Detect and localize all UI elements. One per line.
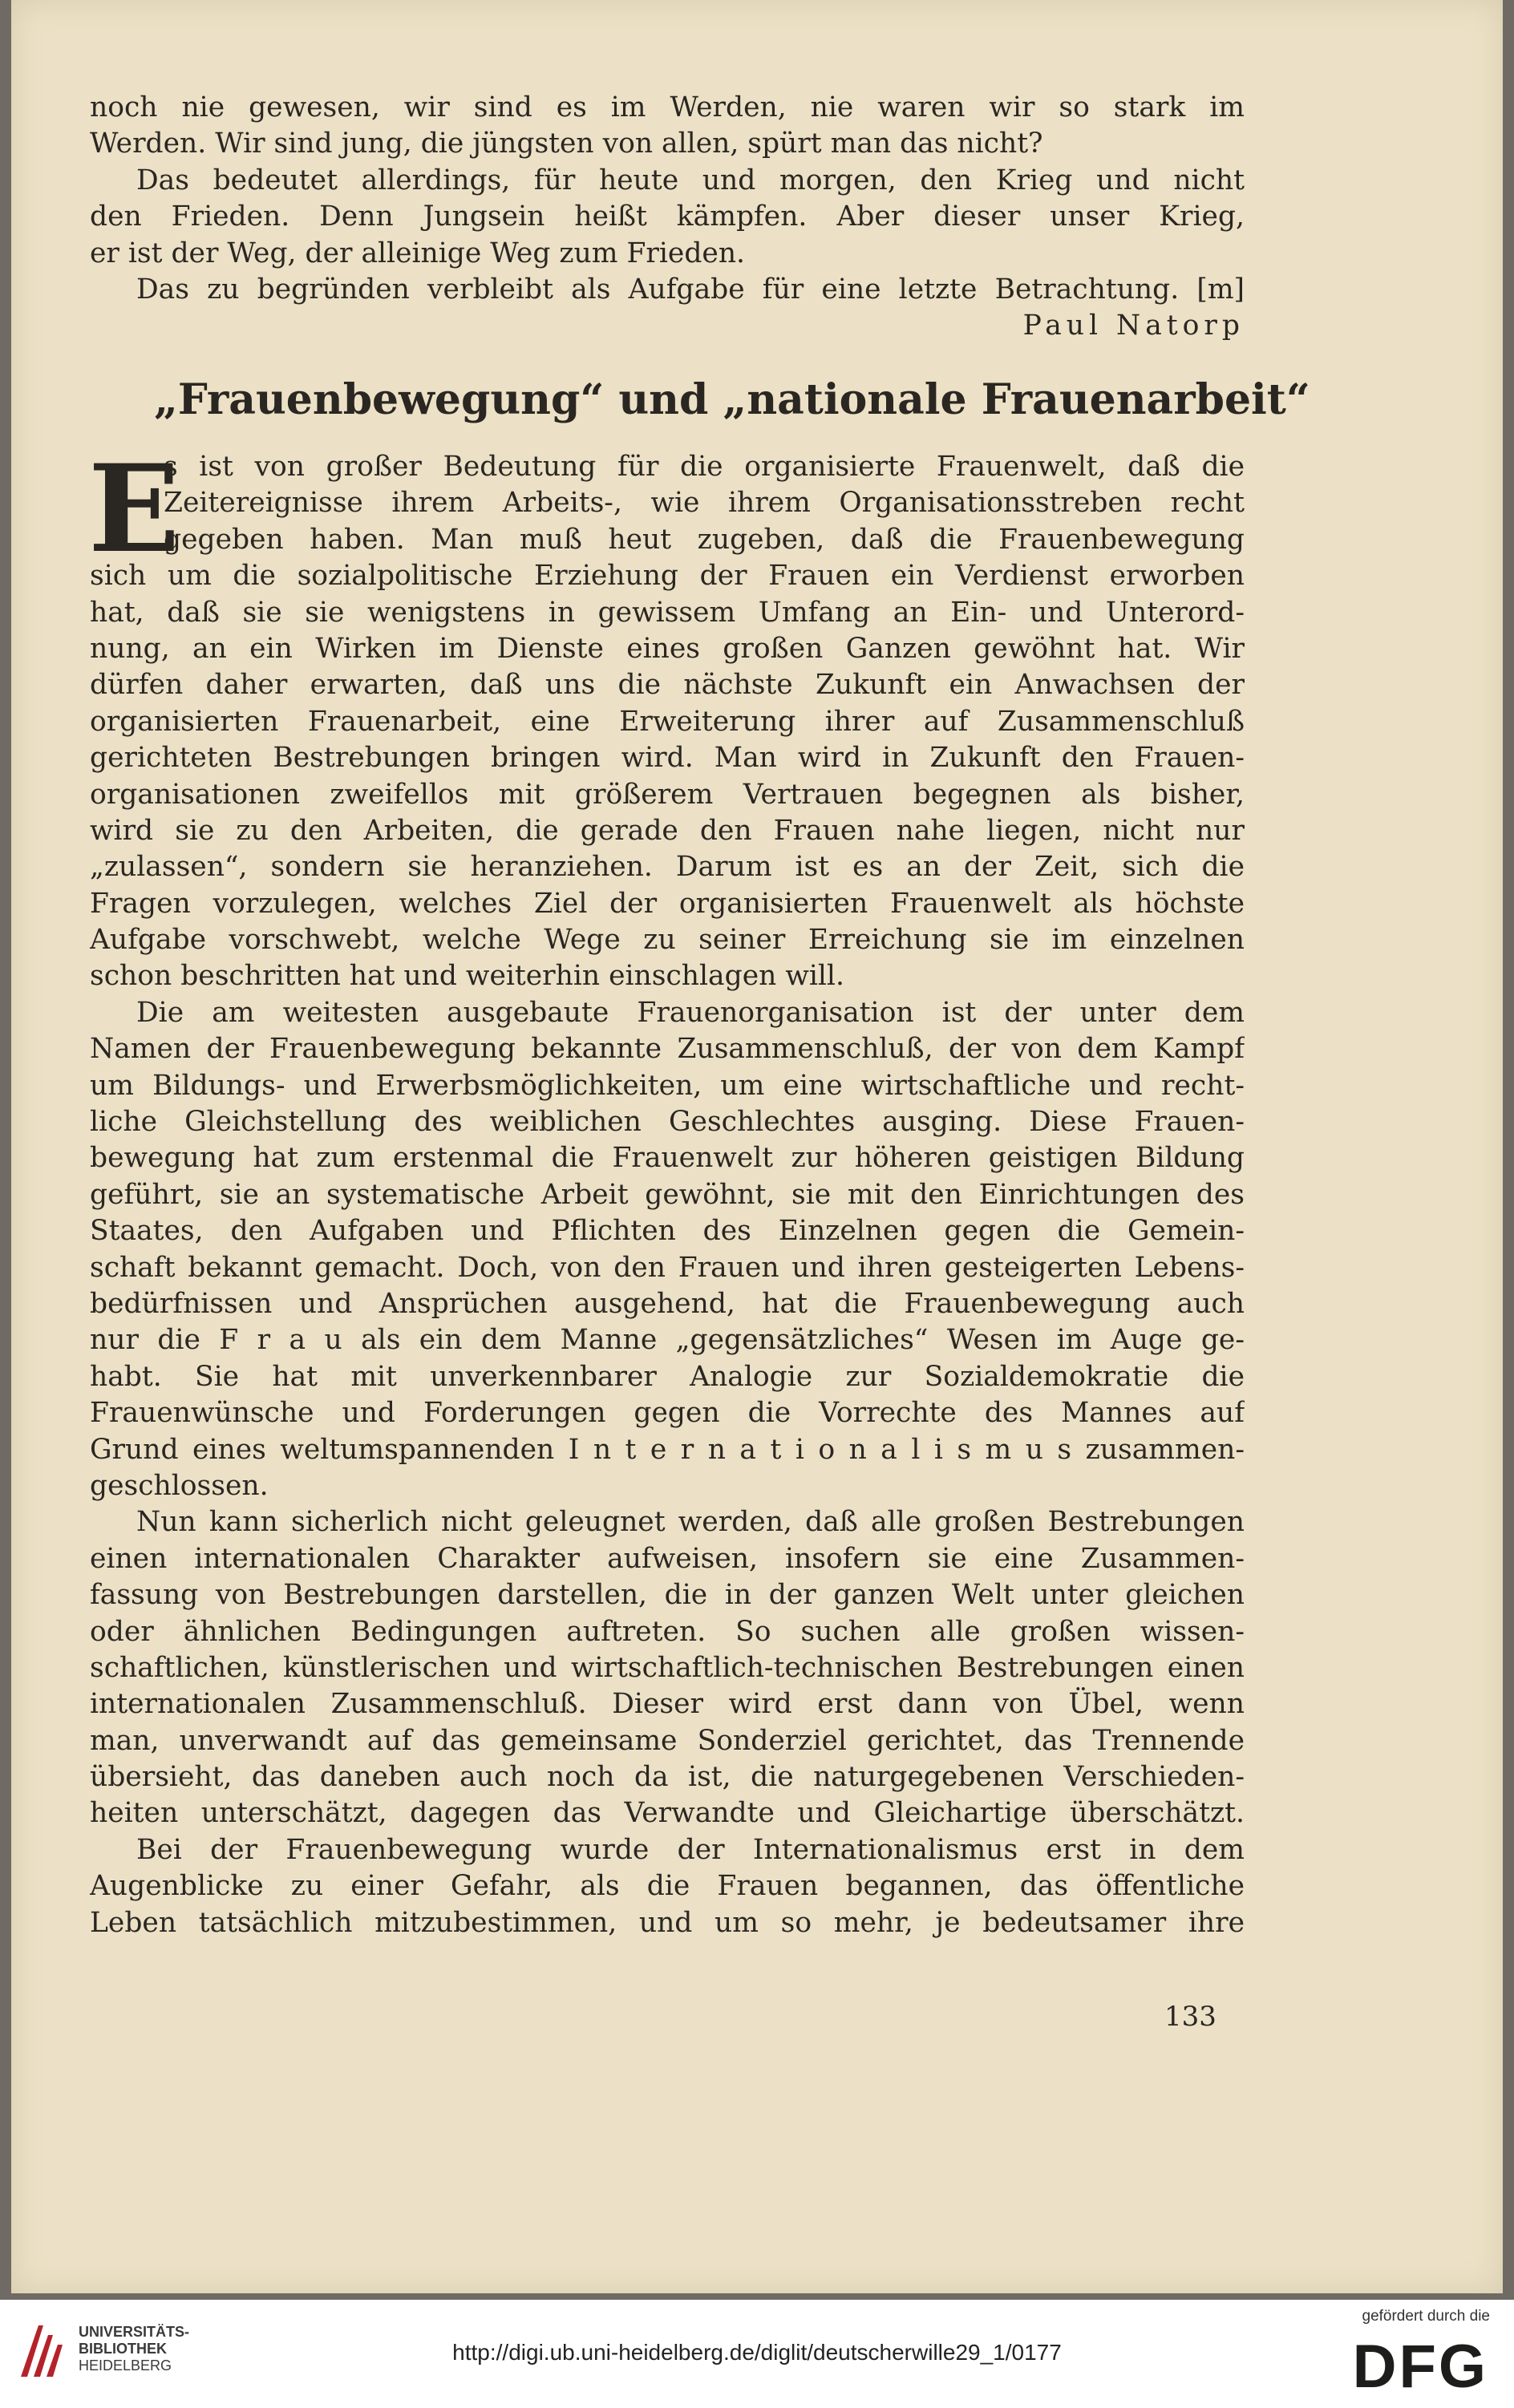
text-line: schaftlichen, künstlerischen und wirtschaftlich-technischen Bestrebungen einen xyxy=(90,1651,1245,1684)
text-line: gerichteten Bestrebungen bringen wird. Man wird in Zukunft den Frauen- xyxy=(90,742,1245,775)
text-line: schaft bekannt gemacht. Doch, von den Frauen und ihren gesteigerten Lebens- xyxy=(90,1251,1245,1284)
text-line: Namen der Frauenbewegung bekannte Zusammenschluß, der von dem Kampf xyxy=(90,1033,1245,1066)
text-line: noch nie gewesen, wir sind es im Werden, nie waren wir so stark im xyxy=(90,91,1245,123)
funding-caption: gefördert durch die xyxy=(1362,2308,1490,2325)
page-number: 133 xyxy=(1164,2001,1216,2033)
text-line: Bei der Frauenbewegung wurde der Internationalismus erst in dem xyxy=(136,1833,1245,1866)
text-line: Grund eines weltumspannenden I n t e r n a t i o n a l i s m u s zusammen- xyxy=(90,1433,1245,1466)
text-line: Fragen vorzulegen, welches Ziel der organisierten Frauenwelt als höchste xyxy=(90,887,1245,920)
dfg-logo: DFG xyxy=(1352,2333,1488,2401)
text-line: sich um die sozialpolitische Erziehung der Frauen ein Verdienst erworben xyxy=(90,560,1245,593)
text-line: Zeitereignisse ihrem Arbeits-, wie ihrem Organisationsstreben recht xyxy=(164,487,1245,520)
text-line: heiten unterschätzt, dagegen das Verwandte und Gleichartige überschätzt. xyxy=(90,1797,1245,1830)
text-line: Leben tatsächlich mitzubestimmen, und um so mehr, je bedeutsamer ihre xyxy=(90,1906,1245,1939)
library-name-line: UNIVERSITÄTS- xyxy=(79,2324,190,2340)
text-line: bewegung hat zum erstenmal die Frauenwelt zur höheren geistigen Bildung xyxy=(90,1142,1245,1175)
viewer-footer xyxy=(0,2300,1514,2408)
text-line: s ist von großer Bedeutung für die organisierte Frauenwelt, daß die xyxy=(164,451,1245,483)
text-line: Die am weitesten ausgebaute Frauenorganisation ist der unter dem xyxy=(136,996,1245,1029)
text-line: gegeben haben. Man muß heut zugeben, daß die Frauenbewegung xyxy=(164,523,1245,556)
text-line: oder ähnlichen Bedingungen auftreten. So suchen alle großen wissen- xyxy=(90,1615,1245,1648)
author-name: Paul Natorp xyxy=(1022,310,1245,342)
text-line: geführt, sie an systematische Arbeit gewöhnt, sie mit den Einrichtungen des xyxy=(90,1178,1245,1211)
text-line: liche Gleichstellung des weiblichen Geschlechtes ausging. Diese Frauen- xyxy=(90,1106,1245,1139)
text-line: nur die F r a u als ein dem Manne „gegensätzliches“ Wesen im Auge ge- xyxy=(90,1324,1245,1357)
intro-paragraphs xyxy=(90,90,1245,345)
text-line: organisationen zweifellos mit größerem Vertrauen begegnen als bisher, xyxy=(90,778,1245,811)
text-line: Nun kann sicherlich nicht geleugnet werden, daß alle großen Bestrebungen xyxy=(136,1506,1245,1539)
text-line: nung, an ein Wirken im Dienste eines großen Ganzen gewöhnt hat. Wir xyxy=(90,632,1245,665)
drop-cap: E xyxy=(88,439,180,580)
text-line: fassung von Bestrebungen darstellen, die in der ganzen Welt unter gleichen xyxy=(90,1579,1245,1612)
text-line: man, unverwandt auf das gemeinsame Sonderziel gerichtet, das Trennende xyxy=(90,1724,1245,1757)
article-body xyxy=(88,439,1245,1941)
library-name-line: HEIDELBERG xyxy=(79,2357,172,2374)
text-line: Augenblicke zu einer Gefahr, als die Frauen begannen, das öffentliche xyxy=(90,1870,1245,1903)
text-line: den Frieden. Denn Jungsein heißt kämpfen. Aber dieser unser Krieg, xyxy=(90,200,1245,233)
text-line: hat, daß sie sie wenigstens in gewissem Umfang an Ein- und Unterord- xyxy=(90,596,1245,629)
page-scan xyxy=(11,0,1503,2293)
text-line: geschlossen. xyxy=(90,1469,269,1502)
text-line: Werden. Wir sind jung, die jüngsten von allen, spürt man das nicht? xyxy=(90,127,1043,160)
text-line: wird sie zu den Arbeiten, die gerade den Frauen nahe liegen, nicht nur xyxy=(90,814,1245,847)
text-line: bedürfnissen und Ansprüchen ausgehend, hat die Frauenbewegung auch xyxy=(90,1287,1245,1320)
text-line: dürfen daher erwarten, daß uns die nächste Zukunft ein Anwachsen der xyxy=(90,669,1245,702)
text-line: einen internationalen Charakter aufweisen, insofern sie eine Zusammen- xyxy=(90,1542,1245,1575)
text-line: habt. Sie hat mit unverkennbarer Analogie zur Sozialdemokratie die xyxy=(90,1360,1245,1393)
text-line: um Bildungs- und Erwerbsmöglichkeiten, um eine wirtschaftliche und recht- xyxy=(90,1069,1245,1102)
text-line: übersieht, das daneben auch noch da ist, die naturgegebenen Verschieden- xyxy=(90,1761,1245,1794)
text-line: Frauenwünsche und Forderungen gegen die Vorrechte des Mannes auf xyxy=(90,1397,1245,1430)
article-heading: „Frauenbewegung“ und „nationale Frauenarbeit“ xyxy=(154,375,1310,424)
permalink-url[interactable]: http://digi.ub.uni-heidelberg.de/diglit/deutscherwille29_1/0177 xyxy=(452,2340,1062,2365)
author-signature xyxy=(90,308,1245,344)
text-line: „zulassen“, sondern sie heranziehen. Darum ist es an der Zeit, sich die xyxy=(90,851,1245,884)
text-line: organisierten Frauenarbeit, eine Erweiterung ihrer auf Zusammenschluß xyxy=(90,705,1245,738)
text-line: Das bedeutet allerdings, für heute und morgen, den Krieg und nicht xyxy=(136,164,1245,196)
text-line: schon beschritten hat und weiterhin einschlagen will. xyxy=(90,960,844,993)
library-name-line: BIBLIOTHEK xyxy=(79,2341,167,2357)
text-line: Das zu begründen verbleibt als Aufgabe für eine letzte Betrachtung. [m] xyxy=(136,273,1245,306)
text-line: Aufgabe vorschwebt, welche Wege zu seiner Erreichung sie im einzelnen xyxy=(90,924,1245,957)
text-line: er ist der Weg, der alleinige Weg zum Frieden. xyxy=(90,237,746,269)
text-line: internationalen Zusammenschluß. Dieser wird erst dann von Übel, wenn xyxy=(90,1688,1245,1721)
text-line: Staates, den Aufgaben und Pflichten des Einzelnen gegen die Gemein- xyxy=(90,1215,1245,1248)
